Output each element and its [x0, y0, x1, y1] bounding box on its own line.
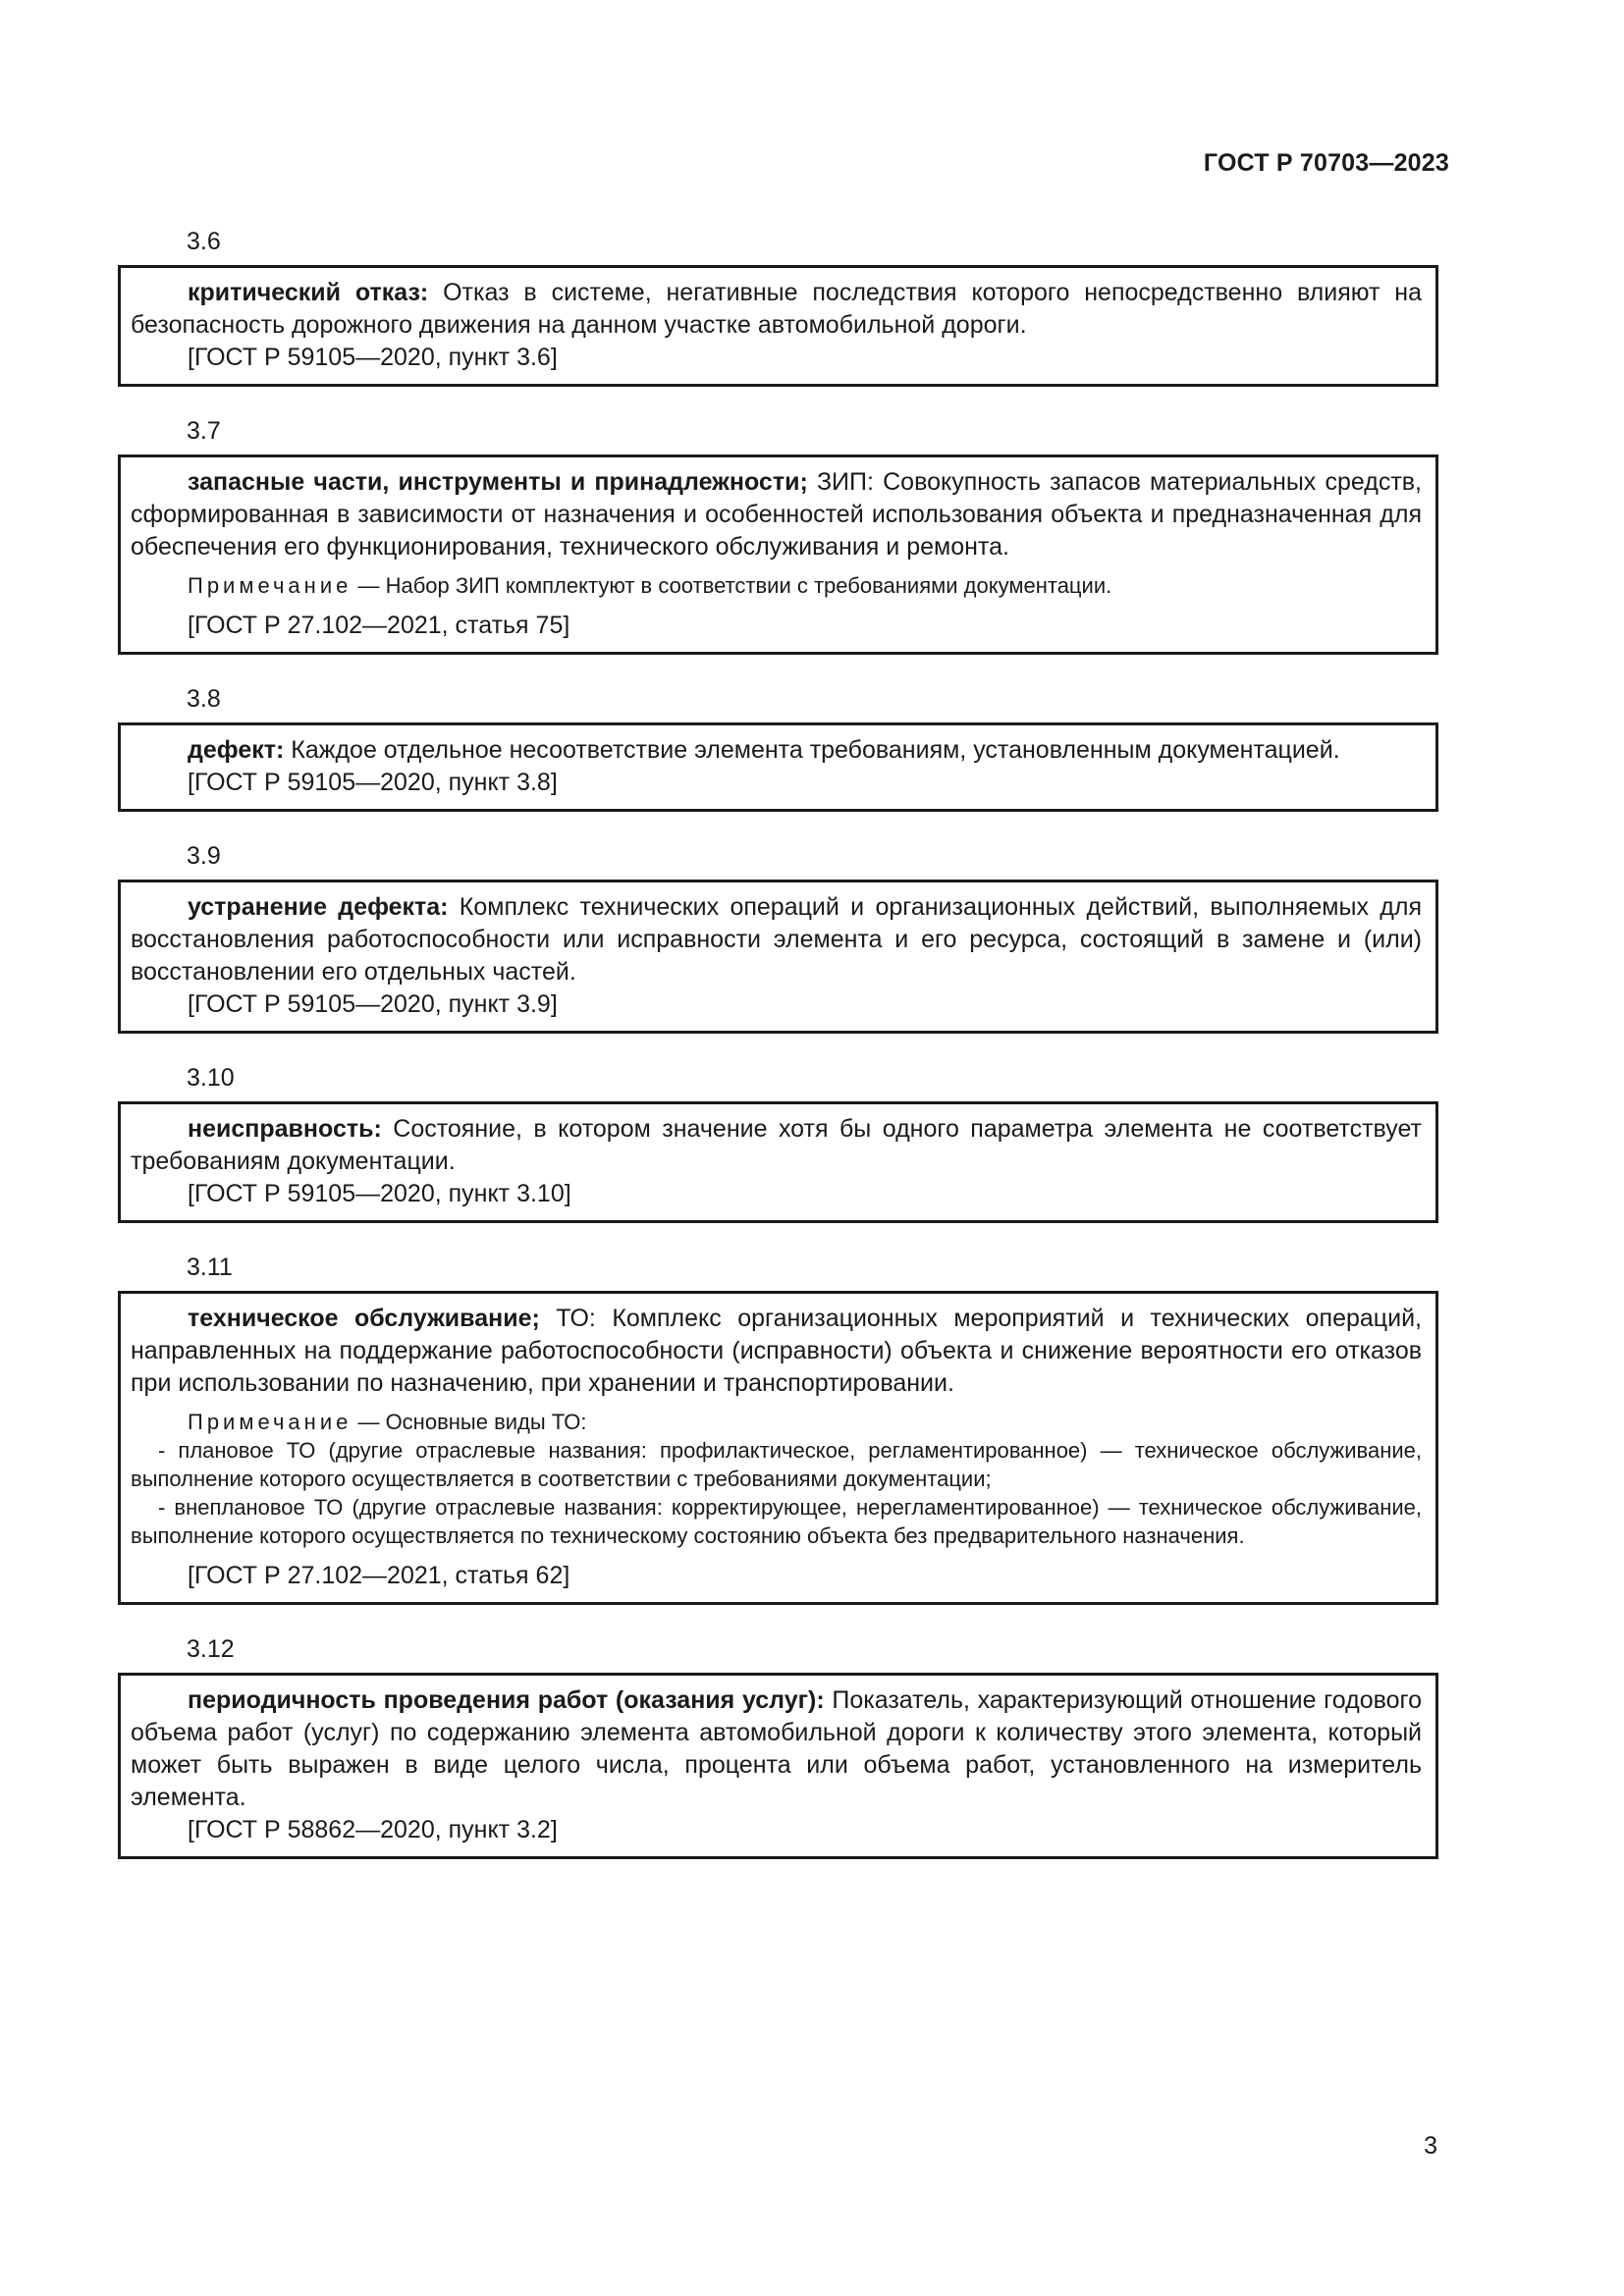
- term: техническое обслуживание;: [188, 1305, 540, 1332]
- definition-text: [131, 1303, 1422, 1400]
- definition-box: [118, 722, 1438, 812]
- definition: Каждое отдельное несоответствие элемента требованиям, установленным документацией.: [284, 736, 1340, 764]
- definition-text: [131, 891, 1422, 988]
- entry-number: 3.12: [187, 1635, 235, 1663]
- note-text: — Набор ЗИП комплектуют в соответствии с требованиями документации.: [352, 573, 1112, 598]
- definition: ТО: Комплекс организационных мероприятий и технических операций, направленных на поддержание работоспособности (исправности) объекта и снижение вероятности его отказов при использовании по назначению, при хранении и транспортировании.: [131, 1305, 1422, 1397]
- term-entry: [118, 683, 1438, 812]
- term-entry: [118, 1062, 1438, 1223]
- document-header: ГОСТ Р 70703—2023: [1203, 149, 1449, 177]
- note-list-item: - внеплановое ТО (другие отраслевые названия: корректирующее, нерегламентированное) — техническое обслуживание, выполнение которого осуществляется по техническому состоянию объекта без предварительного назначения.: [131, 1495, 1422, 1548]
- definition-text: [131, 1113, 1422, 1178]
- entry-number: 3.8: [187, 685, 221, 713]
- term: устранение дефекта:: [188, 893, 449, 921]
- note-label: Примечание: [188, 1410, 352, 1434]
- term-entry: [118, 226, 1438, 387]
- definition-box: [118, 880, 1438, 1034]
- note-list-item: - плановое ТО (другие отраслевые названия: профилактическое, регламентированное) — техническое обслуживание, выполнение которого осуществляется в соответствии с требованиями документации;: [131, 1438, 1422, 1491]
- definition: Комплекс технических операций и организационных действий, выполняемых для восстановления работоспособности или исправности элемента и его ресурса, состоящий в замене и (или) восстановлении его отдельных частей.: [131, 893, 1422, 986]
- source-reference: [ГОСТ Р 59105—2020, пункт 3.8]: [188, 769, 558, 796]
- term-entry: [118, 1252, 1438, 1605]
- term: критический отказ:: [188, 279, 429, 306]
- source-reference: [ГОСТ Р 59105—2020, пункт 3.10]: [188, 1180, 571, 1207]
- definition-box: [118, 454, 1438, 655]
- definition-box: [118, 1101, 1438, 1223]
- definition-text: [131, 277, 1422, 342]
- entry-number: 3.9: [187, 842, 221, 870]
- term: дефект:: [188, 736, 285, 764]
- note-label: Примечание: [188, 573, 352, 598]
- definition: ЗИП: Совокупность запасов материальных средств, сформированная в зависимости от назначения и особенностей использования объекта и предназначенная для обеспечения его функционирования, технического обслуживания и ремонта.: [131, 468, 1422, 561]
- source-reference: [ГОСТ Р 27.102—2021, статья 75]: [188, 612, 570, 639]
- definition-text: [131, 734, 1422, 767]
- term: запасные части, инструменты и принадлежности;: [188, 468, 808, 496]
- entry-number: 3.10: [187, 1064, 235, 1092]
- page-number: 3: [1424, 2132, 1437, 2160]
- entry-number: 3.11: [187, 1254, 233, 1281]
- note-text: — Основные виды ТО:: [352, 1410, 587, 1434]
- source-reference: [ГОСТ Р 59105—2020, пункт 3.6]: [188, 344, 558, 371]
- note: [131, 571, 1422, 600]
- entry-number: 3.7: [187, 417, 221, 445]
- definition-box: [118, 1291, 1438, 1605]
- terms-list: [118, 226, 1438, 1888]
- definition-box: [118, 265, 1438, 387]
- entry-number: 3.6: [187, 228, 221, 255]
- definition: Показатель, характеризующий отношение годового объема работ (услуг) по содержанию элемента автомобильной дороги к количеству этого элемента, который может быть выражен в виде целого числа, процента или объема работ, установленного на измеритель элемента.: [131, 1686, 1422, 1811]
- term: периодичность проведения работ (оказания услуг):: [188, 1686, 825, 1714]
- definition-box: [118, 1673, 1438, 1859]
- term-entry: [118, 415, 1438, 655]
- source-reference: [ГОСТ Р 27.102—2021, статья 62]: [188, 1562, 570, 1589]
- term-entry: [118, 840, 1438, 1034]
- definition: Отказ в системе, негативные последствия которого непосредственно влияют на безопасность дорожного движения на данном участке автомобильной дороги.: [131, 279, 1422, 339]
- definition-text: [131, 1684, 1422, 1814]
- source-reference: [ГОСТ Р 58862—2020, пункт 3.2]: [188, 1816, 558, 1843]
- definition: Состояние, в котором значение хотя бы одного параметра элемента не соответствует требованиям документации.: [131, 1115, 1422, 1175]
- source-reference: [ГОСТ Р 59105—2020, пункт 3.9]: [188, 990, 558, 1018]
- note: [131, 1408, 1422, 1550]
- term: неисправность:: [188, 1115, 382, 1143]
- definition-text: [131, 466, 1422, 563]
- term-entry: [118, 1633, 1438, 1859]
